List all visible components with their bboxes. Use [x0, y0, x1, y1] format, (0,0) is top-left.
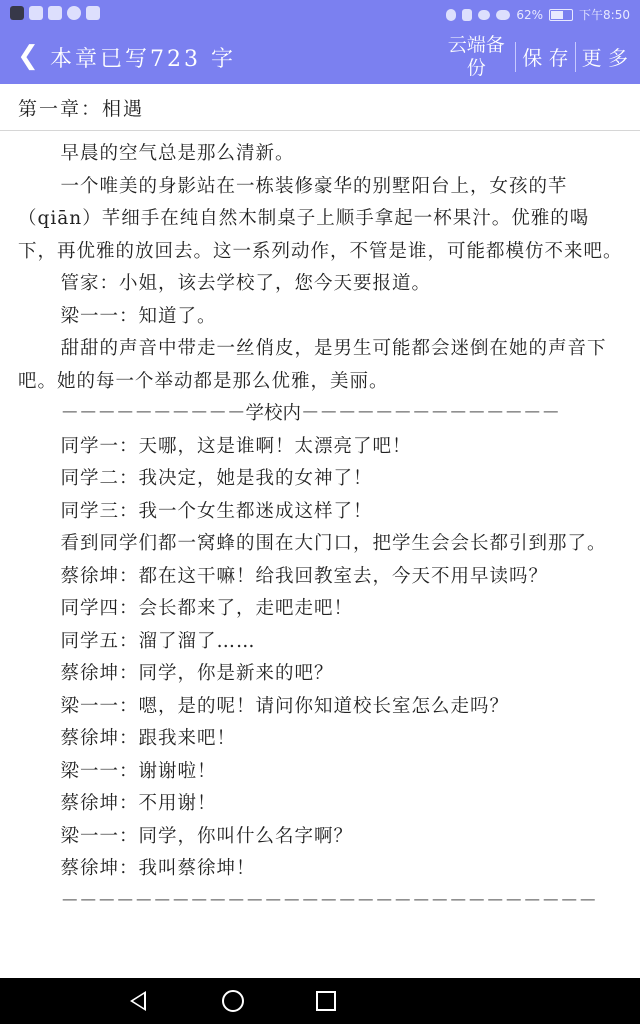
paragraph: 蔡徐坤：同学，你是新来的吧？ — [60, 663, 334, 684]
more-button[interactable]: 更 多 — [581, 46, 628, 70]
paragraph: 一个唯美的身影站在一栋装修豪华的别墅阳台上，女孩的芊（qiān）芊细手在纯自然木制桌子上顺手拿起一杯果汁。优雅的喝下，再优雅的放回去。这一系列动作，不管是谁，可能都模仿不来吧。 — [18, 175, 623, 262]
paragraph: 蔡徐坤：我叫蔡徐坤！ — [60, 858, 256, 879]
wechat-icon — [67, 6, 81, 20]
save-button[interactable]: 保 存 — [522, 46, 569, 70]
app-notification-icon — [48, 6, 62, 20]
paragraph: 管家：小姐，该去学校了，您今天要报道。 — [60, 273, 432, 294]
paragraph: 蔡徐坤：跟我来吧！ — [60, 728, 237, 749]
app-badge-icon — [86, 6, 100, 20]
chapter-title: 第一章：相遇 — [18, 98, 145, 120]
paragraph: 同学四：会长都来了，走吧走吧！ — [60, 598, 354, 619]
paragraph: 同学三：我一个女生都迷成这样了！ — [60, 500, 373, 522]
nav-back-icon[interactable] — [130, 991, 146, 1011]
chapter-text-editor[interactable] — [18, 138, 624, 918]
battery-icon — [549, 9, 573, 21]
tiktok-icon — [10, 6, 24, 20]
system-nav-bar — [0, 978, 640, 1024]
chevron-left-icon: ❮ — [17, 41, 39, 71]
paragraph: 梁一一：知道了。 — [60, 305, 217, 327]
notification-icons — [10, 6, 100, 20]
paragraph: 梁一一：嗯，是的呢！请问你知道校长室怎么走吗？ — [60, 695, 510, 717]
system-indicators — [446, 6, 630, 23]
cloud-backup-button[interactable] — [437, 34, 515, 80]
vibrate-icon — [462, 9, 472, 21]
bluetooth-icon — [446, 9, 456, 21]
chapter-title-field[interactable] — [0, 84, 640, 131]
paragraph: 同学一：天哪，这是谁啊！太漂亮了吧！ — [60, 435, 412, 457]
nav-recent-apps-icon[interactable] — [316, 991, 336, 1011]
paragraph: 蔡徐坤：都在这干嘛！给我回教室去，今天不用早读吗？ — [60, 565, 549, 587]
status-bar — [0, 0, 640, 28]
scene-divider: －－－－－－－－－－－－－－－－－－－－－－－－－－－－－ — [60, 890, 598, 912]
scene-divider: －－－－－－－－－－学校内－－－－－－－－－－－－－－ — [60, 403, 561, 424]
paragraph: 看到同学们都一窝蜂的围在大门口，把学生会会长都引到那了。 — [60, 533, 607, 554]
app-bar-actions — [437, 34, 634, 80]
cloud-backup-label-line2: 份 — [466, 57, 486, 79]
back-button[interactable] — [14, 42, 42, 70]
paragraph: 梁一一：同学，你叫什么名字啊？ — [60, 825, 354, 847]
paragraph: 同学二：我决定，她是我的女神了！ — [60, 468, 373, 489]
paragraph: 早晨的空气总是那么清新。 — [60, 143, 295, 164]
download-icon — [29, 6, 43, 20]
paragraph: 蔡徐坤：不用谢！ — [60, 793, 217, 814]
clock: 下午8:50 — [579, 8, 630, 22]
paragraph: 同学五：溜了溜了…… — [60, 630, 256, 652]
word-count-title: 本章已写723 字 — [50, 47, 236, 72]
app-bar — [0, 28, 640, 84]
cloud-backup-label-line1: 云端备 — [447, 34, 505, 56]
paragraph: 甜甜的声音中带走一丝俏皮，是男生可能都会迷倒在她的声音下吧。她的每一个举动都是那么优雅，美丽。 — [18, 338, 607, 392]
battery-percent: 62% — [516, 7, 544, 22]
paragraph: 梁一一：谢谢啦！ — [60, 760, 217, 782]
eye-comfort-icon — [478, 10, 490, 20]
nav-home-icon[interactable] — [222, 990, 244, 1012]
wifi-icon — [496, 10, 510, 20]
